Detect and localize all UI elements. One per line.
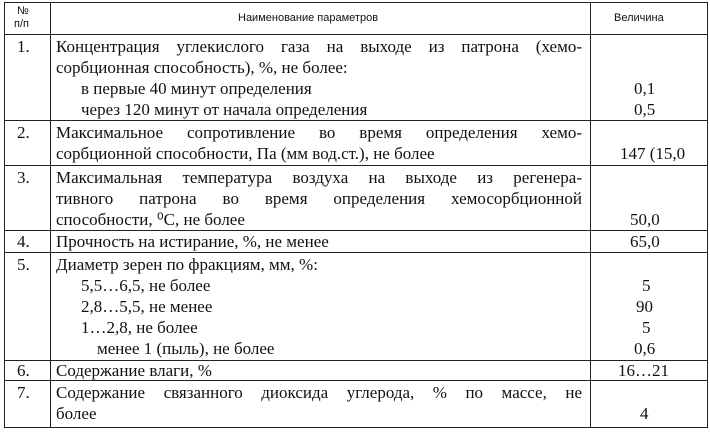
table-row-divider: [4, 165, 708, 166]
table-column-divider: [50, 2, 51, 428]
row-text-line: Максимальная температура воздуха на выходе из регенера-: [56, 168, 582, 187]
header-number-label-sub: п/п: [14, 18, 29, 30]
row-number: 7.: [17, 383, 30, 402]
row-sub-text: в первые 40 минут определения: [81, 79, 312, 98]
table-border-left: [4, 2, 5, 428]
table-row-divider: [4, 120, 708, 121]
row-sub-text: 5,5…6,5, не более: [81, 276, 211, 295]
row-text-line: сорбционная способность), %, не более:: [56, 58, 348, 77]
row-sub-value: 90: [636, 297, 653, 316]
row-number: 5.: [17, 255, 30, 274]
row-text-line: Содержание влаги, %: [56, 361, 212, 380]
row-sub-text: через 120 минут от начала определения: [81, 100, 368, 119]
row-text-line: Прочность на истирание, %, не менее: [56, 232, 329, 251]
table-border-bottom: [4, 427, 708, 428]
row-number: 3.: [17, 168, 30, 187]
table-row-divider: [4, 252, 708, 253]
row-text-line: Содержание связанного диоксида углерода, % по массе, не: [56, 383, 582, 402]
row-value: 147 (15,0: [620, 144, 686, 163]
row-sub-text: 2,8…5,5, не менее: [81, 297, 213, 316]
row-text-line: Максимальное сопротивление во время определения хемо-: [56, 123, 582, 142]
row-number: 6.: [17, 361, 30, 380]
row-text-line: Диаметр зерен по фракциям, мм, %:: [56, 255, 318, 274]
row-number: 1.: [17, 37, 30, 56]
row-value: 65,0: [630, 232, 660, 251]
table-border-top: [4, 2, 708, 3]
row-number: 4.: [17, 232, 30, 251]
row-value: 50,0: [630, 210, 660, 229]
row-sub-text: менее 1 (пыль), не более: [97, 339, 275, 358]
header-value-label: Величина: [614, 12, 664, 24]
row-value: 16…21: [618, 361, 669, 380]
row-sub-value: 5: [642, 276, 651, 295]
row-text-line: сорбционной способности, Па (мм вод.ст.), не более: [56, 144, 435, 163]
row-text-line: способности, ⁰С, не более: [56, 210, 245, 229]
table-column-divider: [590, 2, 591, 428]
row-value: 4: [640, 404, 649, 423]
header-name-label: Наименование параметров: [238, 12, 379, 24]
table-row-divider: [4, 34, 708, 35]
row-sub-value: 0,5: [634, 100, 656, 119]
row-number: 2.: [17, 123, 30, 142]
table-border-right: [707, 2, 708, 428]
row-text-line: Концентрация углекислого газа на выходе из патрона (хемо-: [56, 37, 582, 56]
row-text-line: более: [56, 404, 97, 423]
row-sub-value: 5: [642, 318, 651, 337]
row-sub-value: 0,1: [634, 79, 656, 98]
row-text-line: тивного патрона во время определения хемосорбционной: [56, 189, 582, 208]
row-sub-value: 0,6: [634, 339, 656, 358]
header-number-label: №: [17, 5, 29, 17]
row-sub-text: 1…2,8, не более: [81, 318, 198, 337]
